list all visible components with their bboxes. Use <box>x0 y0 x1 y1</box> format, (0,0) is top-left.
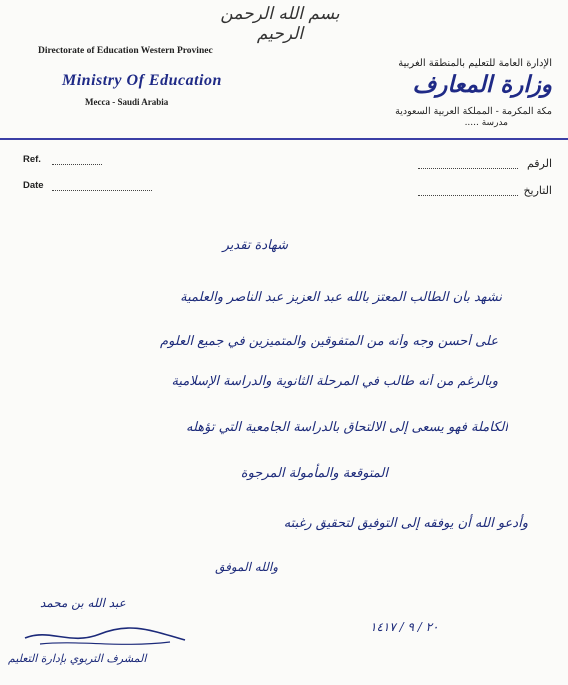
city-english: Mecca - Saudi Arabia <box>85 97 169 107</box>
date-dotted-line <box>52 190 152 191</box>
body-line-2: على أحسن وجه وأنه من المتفوقين والمتميزين في جميع العلوم <box>160 334 498 349</box>
school-arabic: مدرسة ..... <box>464 118 508 128</box>
closing-line-2: والله الموفق <box>215 560 278 574</box>
signature-title: المشرف التربوي بإدارة التعليم <box>8 652 147 665</box>
body-line-1: نشهد بأن الطالب المعتز بالله عبد العزيز عبد الناصر والعلمية <box>180 290 502 305</box>
letter-heading: شهادة تقدير <box>222 238 288 253</box>
ref-label: Ref. <box>23 154 41 165</box>
date-label: Date <box>23 180 44 191</box>
signature-mark <box>20 620 190 650</box>
directorate-arabic: الإدارة العامة للتعليم بالمنطقة الغربية <box>398 58 552 69</box>
signature-date: ٢٠ / ٩ / ١٤١٧ <box>370 620 439 634</box>
date-label-arabic: التاريخ <box>523 184 552 197</box>
city-arabic: مكة المكرمة - المملكة العربية السعودية <box>395 106 552 117</box>
body-line-3: وبالرغم من أنه طالب في المرحلة الثانوية والدراسة الإسلامية <box>171 374 498 389</box>
ministry-english: Ministry Of Education <box>62 72 222 89</box>
bismillah: بسم الله الرحمن الرحيم <box>220 4 340 44</box>
ministry-arabic: وزارة المعارف <box>412 71 552 98</box>
header-divider <box>0 138 568 140</box>
closing-line: وأدعو الله أن يوفقه إلى التوفيق لتحقيق رغبته <box>283 516 528 531</box>
directorate-english: Directorate of Education Western Provinec <box>38 46 213 56</box>
date-dotted-line-arabic <box>418 195 518 196</box>
body-line-4: الكاملة فهو يسعى إلى الالتحاق بالدراسة الجامعية التي تؤهله <box>186 420 508 435</box>
body-line-5: المتوقعة والمأمولة المرجوة <box>240 466 388 481</box>
signature-name: عبد الله بن محمد <box>40 596 126 610</box>
ref-dotted-line-arabic <box>418 168 518 169</box>
ref-dotted-line <box>52 164 102 165</box>
ref-label-arabic: الرقم <box>526 157 552 170</box>
